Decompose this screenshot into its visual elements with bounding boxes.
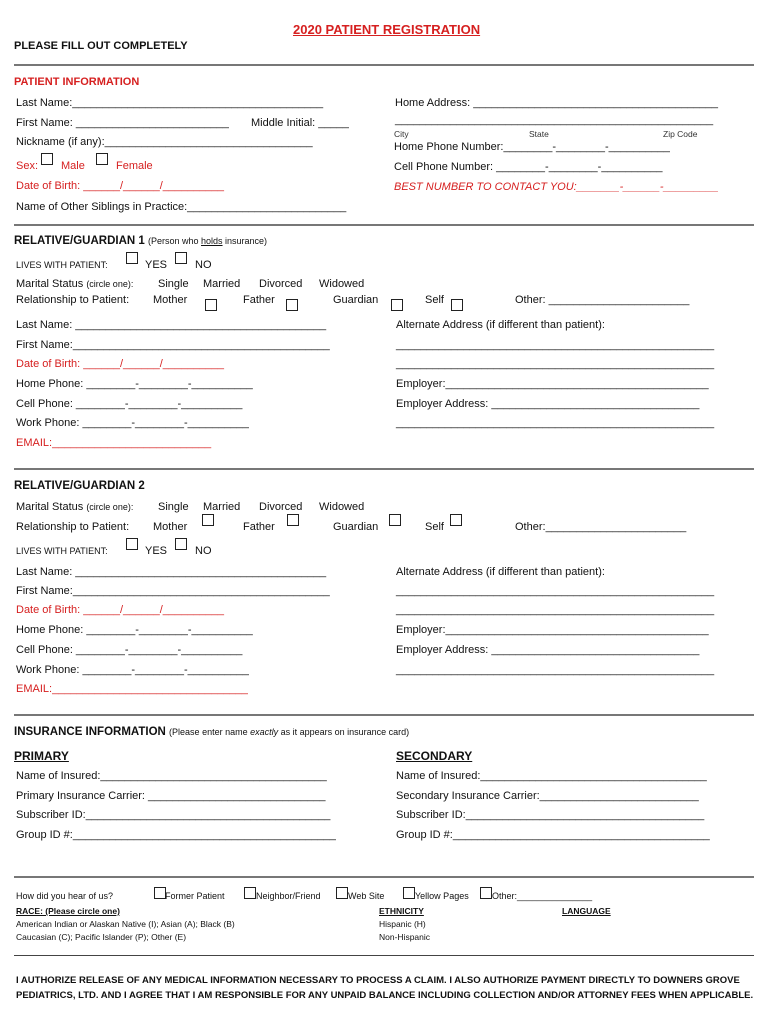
- g2-first-name-field[interactable]: First Name:__________________________________________: [16, 585, 330, 597]
- g1-single-option[interactable]: Single: [158, 278, 189, 290]
- g2-divorced-option[interactable]: Divorced: [259, 501, 303, 513]
- hispanic-option[interactable]: Hispanic (H): [379, 919, 426, 929]
- secondary-group-field[interactable]: Group ID #:__________________________________________: [396, 829, 710, 841]
- cell-phone-field[interactable]: Cell Phone Number: ________-________-__________: [394, 161, 663, 173]
- fill-instruction: PLEASE FILL OUT COMPLETELY: [14, 40, 188, 52]
- secondary-heading: SECONDARY: [396, 749, 473, 763]
- divider: [14, 224, 754, 226]
- female-label: Female: [116, 160, 153, 172]
- g2-father-label: Father: [243, 521, 275, 533]
- guardian1-title: RELATIVE/GUARDIAN 1 (Person who holds insurance): [14, 235, 268, 247]
- yellow-pages-label: Yellow Pages: [415, 891, 469, 901]
- g1-father-label: Father: [243, 294, 275, 306]
- g2-self-checkbox[interactable]: [450, 514, 462, 526]
- primary-subscriber-field[interactable]: Subscriber ID:________________________________________: [16, 809, 331, 821]
- g2-relationship-label: Relationship to Patient:: [16, 521, 130, 533]
- g2-mother-checkbox[interactable]: [202, 514, 214, 526]
- g2-single-option[interactable]: Single: [158, 501, 189, 513]
- g2-father-checkbox[interactable]: [287, 514, 299, 526]
- form-title: 2020 PATIENT REGISTRATION: [293, 22, 481, 37]
- primary-insured-name-field[interactable]: Name of Insured:_____________________________________: [16, 770, 327, 782]
- g2-employer-address-field[interactable]: Employer Address: __________________________________: [396, 644, 700, 656]
- g1-self-label: Self: [425, 294, 444, 306]
- authorization-line1: I AUTHORIZE RELEASE OF ANY MEDICAL INFORMATION NECESSARY TO PROCESS A CLAIM. I ALSO AUTHORIZE PAYMENT DIRECTLY TO DOWNERS GROVE: [16, 975, 740, 986]
- g1-employer-address-field[interactable]: Employer Address: __________________________________: [396, 398, 700, 410]
- g1-work-phone-field[interactable]: Work Phone: ________-________-__________: [16, 417, 249, 429]
- patient-nickname-field[interactable]: Nickname (if any):__________________________________: [16, 136, 313, 148]
- secondary-insured-name-field[interactable]: Name of Insured:_____________________________________: [396, 770, 707, 782]
- g2-yes-label: YES: [145, 545, 168, 557]
- secondary-carrier-field[interactable]: Secondary Insurance Carrier:__________________________: [396, 790, 699, 802]
- g1-alt-address-label: Alternate Address (if different than patient):: [396, 319, 605, 331]
- language-label: LANGUAGE: [562, 906, 611, 916]
- g1-dob-field[interactable]: Date of Birth: ______/______/__________: [16, 358, 224, 370]
- g2-guardian-checkbox[interactable]: [389, 514, 401, 526]
- g1-home-phone-field[interactable]: Home Phone: ________-________-__________: [16, 378, 253, 390]
- divider: [14, 955, 754, 956]
- g1-employer-field[interactable]: Employer:___________________________________________: [396, 378, 709, 390]
- other-source-checkbox[interactable]: [480, 887, 492, 899]
- g2-widowed-option[interactable]: Widowed: [319, 501, 365, 513]
- race-options-line2[interactable]: Caucasian (C); Pacific Islander (P); Other (E): [16, 932, 187, 942]
- secondary-subscriber-field[interactable]: Subscriber ID:_______________________________________: [396, 809, 705, 821]
- male-label: Male: [61, 160, 85, 172]
- guardian2-title: RELATIVE/GUARDIAN 2: [14, 480, 145, 492]
- g1-married-option[interactable]: Married: [203, 278, 241, 290]
- website-label: Web Site: [348, 891, 385, 901]
- g1-self-checkbox[interactable]: [451, 299, 463, 311]
- g2-mother-label: Mother: [153, 521, 188, 533]
- g1-email-field[interactable]: EMAIL:__________________________: [16, 437, 212, 449]
- g1-mother-label: Mother: [153, 294, 188, 306]
- g1-marital-label: Marital Status (circle one):: [16, 278, 134, 290]
- zip-caption: Zip Code: [663, 129, 698, 139]
- g2-employer-field[interactable]: Employer:___________________________________________: [396, 624, 709, 636]
- g2-email-field[interactable]: EMAIL:________________________________: [16, 683, 248, 695]
- g2-married-option[interactable]: Married: [203, 501, 241, 513]
- primary-carrier-field[interactable]: Primary Insurance Carrier: _____________________________: [16, 790, 326, 802]
- former-patient-label: Former Patient: [165, 891, 225, 901]
- g1-employer-address-line[interactable]: ____________________________________________________: [396, 417, 715, 429]
- g1-lives-yes-checkbox[interactable]: [126, 252, 138, 264]
- g1-lives-with-label: LIVES WITH PATIENT:: [16, 260, 108, 270]
- divider: [14, 876, 754, 878]
- race-label: RACE: (Please circle one): [16, 906, 120, 916]
- g1-last-name-field[interactable]: Last Name: _________________________________________: [16, 319, 327, 331]
- divider: [14, 714, 754, 716]
- patient-middle-initial-field[interactable]: Middle Initial: _____: [251, 117, 349, 129]
- g2-lives-yes-checkbox[interactable]: [126, 538, 138, 550]
- g2-last-name-field[interactable]: Last Name: _________________________________________: [16, 566, 327, 578]
- g2-dob-field[interactable]: Date of Birth: ______/______/__________: [16, 604, 224, 616]
- g1-yes-label: YES: [145, 259, 168, 271]
- female-checkbox[interactable]: [96, 153, 108, 165]
- siblings-field[interactable]: Name of Other Siblings in Practice:__________________________: [16, 201, 347, 213]
- state-caption: State: [529, 129, 549, 139]
- race-options-line1[interactable]: American Indian or Alaskan Native (I); Asian (A); Black (B): [16, 919, 235, 929]
- primary-group-field[interactable]: Group ID #:___________________________________________: [16, 829, 336, 841]
- g2-guardian-label: Guardian: [333, 521, 379, 533]
- g2-alt-address-label: Alternate Address (if different than patient):: [396, 566, 605, 578]
- g1-other-field[interactable]: Other: _______________________: [515, 294, 690, 306]
- best-number-field[interactable]: BEST NUMBER TO CONTACT YOU:_______-______-_________: [394, 181, 719, 193]
- patient-dob-field[interactable]: Date of Birth: ______/______/__________: [16, 180, 224, 192]
- g1-guardian-label: Guardian: [333, 294, 379, 306]
- patient-last-name-field[interactable]: Last Name:_________________________________________: [16, 97, 324, 109]
- g1-divorced-option[interactable]: Divorced: [259, 278, 303, 290]
- g1-relationship-label: Relationship to Patient:: [16, 294, 130, 306]
- g1-lives-no-checkbox[interactable]: [175, 252, 187, 264]
- g1-no-label: NO: [195, 259, 212, 271]
- patient-first-name-field[interactable]: First Name: _________________________: [16, 117, 229, 129]
- g2-alt-address-line1[interactable]: ____________________________________________________: [396, 585, 715, 597]
- g1-widowed-option[interactable]: Widowed: [319, 278, 365, 290]
- home-address-field[interactable]: Home Address: ________________________________________: [395, 97, 718, 109]
- g1-alt-address-line1[interactable]: ____________________________________________________: [396, 339, 715, 351]
- g2-lives-with-label: LIVES WITH PATIENT:: [16, 546, 108, 556]
- city-caption: City: [394, 129, 409, 139]
- g1-father-checkbox[interactable]: [286, 299, 298, 311]
- yellow-pages-checkbox[interactable]: [403, 887, 415, 899]
- g1-cell-phone-field[interactable]: Cell Phone: ________-________-__________: [16, 398, 243, 410]
- g1-alt-address-line2[interactable]: ____________________________________________________: [396, 358, 715, 370]
- primary-heading: PRIMARY: [14, 749, 69, 763]
- website-checkbox[interactable]: [336, 887, 348, 899]
- other-source-field[interactable]: Other:_______________: [492, 891, 593, 901]
- home-phone-field[interactable]: Home Phone Number:________-________-__________: [394, 141, 670, 153]
- g2-employer-address-line[interactable]: ____________________________________________________: [396, 664, 715, 676]
- divider: [14, 64, 754, 66]
- referral-label: How did you hear of us?: [16, 891, 114, 901]
- ethnicity-label: ETHNICITY: [379, 906, 424, 916]
- sex-label: Sex:: [16, 160, 39, 172]
- g2-other-field[interactable]: Other:_______________________: [515, 521, 687, 533]
- g2-no-label: NO: [195, 545, 212, 557]
- non-hispanic-option[interactable]: Non-Hispanic: [379, 932, 431, 942]
- neighbor-friend-checkbox[interactable]: [244, 887, 256, 899]
- g1-mother-checkbox[interactable]: [205, 299, 217, 311]
- male-checkbox[interactable]: [41, 153, 53, 165]
- g2-cell-phone-field[interactable]: Cell Phone: ________-________-__________: [16, 644, 243, 656]
- g2-alt-address-line2[interactable]: ____________________________________________________: [396, 604, 715, 616]
- neighbor-friend-label: Neighbor/Friend: [256, 891, 321, 901]
- divider: [14, 468, 754, 470]
- g2-work-phone-field[interactable]: Work Phone: ________-________-__________: [16, 664, 249, 676]
- g2-lives-no-checkbox[interactable]: [175, 538, 187, 550]
- g1-first-name-field[interactable]: First Name:__________________________________________: [16, 339, 330, 351]
- g2-marital-label: Marital Status (circle one):: [16, 501, 134, 513]
- address-line-field[interactable]: ____________________________________________________: [395, 114, 714, 126]
- patient-section-title: PATIENT INFORMATION: [14, 76, 140, 88]
- g2-self-label: Self: [425, 521, 444, 533]
- g2-home-phone-field[interactable]: Home Phone: ________-________-__________: [16, 624, 253, 636]
- insurance-title: INSURANCE INFORMATION (Please enter name exactly as it appears on insurance card): [14, 726, 410, 738]
- authorization-line2: PEDIATRICS, LTD. AND I AGREE THAT I AM RESPONSIBLE FOR ANY UNPAID BALANCE INCLUDING COLLECTION AND/OR ATTORNEY FEES WHEN APPLICABLE.: [16, 990, 754, 1001]
- g1-guardian-checkbox[interactable]: [391, 299, 403, 311]
